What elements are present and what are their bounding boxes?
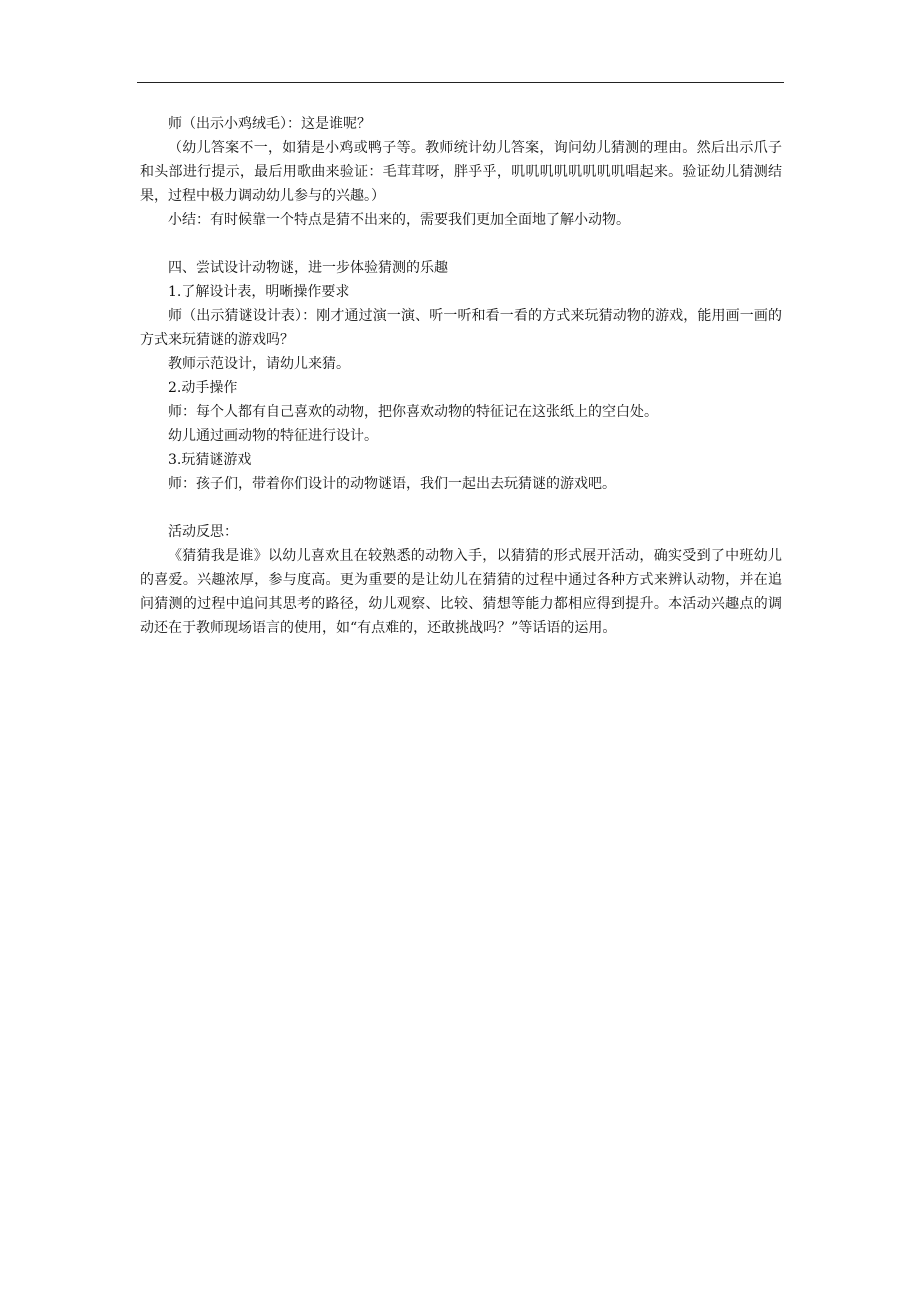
- document-body: [140, 112, 782, 640]
- paragraph-teacher-shows-table: 师（出示猜谜设计表）：刚才通过演一演、听一听和看一看的方式来玩猜动物的游戏，能用画一画的方式来玩猜谜的游戏吗？: [140, 308, 782, 348]
- paragraph-reflection: 《猜猜我是谁》以幼儿喜欢且在较熟悉的动物入手，以猜猜的形式展开活动，确实受到了中班幼儿的喜爱。兴趣浓厚，参与度高。更为重要的是让幼儿在猜猜的过程中通过各种方式来辨认动物，并在追问猜测的过程中追问其思考的路径，幼儿观察、比较、猜想等能力都相应得到提升。本活动兴趣点的调动还在于教师现场语言的使用，如“有点难的，还敢挑战吗？”等话语的运用。: [140, 548, 782, 636]
- paragraph-summary: 小结：有时候靠一个特点是猜不出来的，需要我们更加全面地了解小动物。: [168, 212, 630, 228]
- step-heading-1: 1.了解设计表，明晰操作要求: [168, 284, 350, 300]
- paragraph-children-answers: （幼儿答案不一，如猜是小鸡或鸭子等。教师统计幼儿答案，询问幼儿猜测的理由。然后出示爪子和头部进行提示，最后用歌曲来验证：毛茸茸呀，胖乎乎，叽叽叽叽叽叽叽叽唱起来。验证幼儿猜测结果，过程中极力调动幼儿参与的兴趣。）: [140, 140, 782, 204]
- header-rule: [137, 82, 784, 83]
- step-heading-3: 3.玩猜谜游戏: [168, 452, 252, 468]
- reflection-heading: 活动反思：: [168, 524, 238, 540]
- paragraph-teacher-instruction: 师：每个人都有自己喜欢的动物，把你喜欢动物的特征记在这张纸上的空白处。: [168, 404, 658, 420]
- section-heading-four: 四、尝试设计动物谜，进一步体验猜测的乐趣: [168, 260, 448, 276]
- step-heading-2: 2.动手操作: [168, 380, 238, 396]
- paragraph-teacher-play-game: 师：孩子们，带着你们设计的动物谜语，我们一起出去玩猜谜的游戏吧。: [168, 476, 616, 492]
- paragraph-teacher-shows-feather: 师（出示小鸡绒毛）：这是谁呢？: [168, 116, 371, 132]
- paragraph-teacher-demo: 教师示范设计，请幼儿来猜。: [168, 356, 350, 372]
- paragraph-children-design: 幼儿通过画动物的特征进行设计。: [168, 428, 378, 444]
